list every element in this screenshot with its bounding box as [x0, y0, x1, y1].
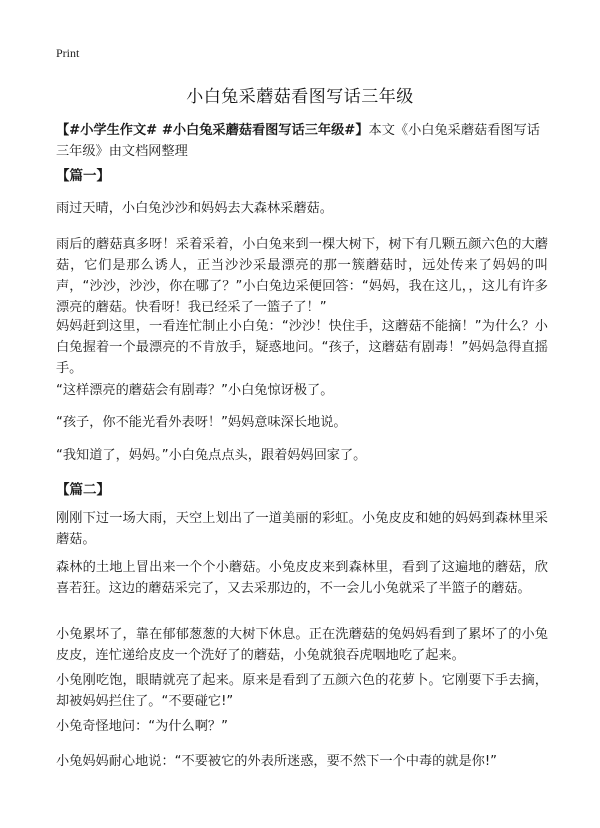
section-2-paragraph: 刚刚下过一场大雨，天空上划出了一道美丽的彩虹。小兔皮皮和她的妈妈到森林里采蘑菇。: [56, 511, 548, 547]
section-2-paragraph: 小兔累坏了，靠在郁郁葱葱的大树下休息。正在洗蘑菇的兔妈妈看到了累坏了的小兔皮皮，连忙递给皮皮一个洗好了的蘑菇，小兔就狼吞虎咽地吃了起来。: [56, 627, 548, 663]
section-1-paragraph: “孩子，你不能光看外表呀！”妈妈意味深长地说。: [56, 415, 347, 430]
intro-text: 本文《小白兔采蘑菇看图写话三年级》由文档网整理: [56, 123, 540, 159]
section-2-paragraph: 小兔刚吃饱，眼睛就亮了起来。原来是看到了五颜六色的花萝卜。它刚要下手去摘，却被妈妈拦住了。“不要碰它!”: [56, 673, 548, 709]
section-1-heading: 【篇一】: [56, 168, 110, 184]
section-2-paragraph: 小兔妈妈耐心地说：“不要被它的外表所迷惑，要不然下一个中毒的就是你!”: [56, 754, 497, 769]
section-2-paragraph: 森林的土地上冒出来一个个小蘑菇。小兔皮皮来到森林里，看到了这遍地的蘑菇，欣喜若狂。这边的蘑菇采完了，又去采那边的，不一会儿小兔就采了半篮子的蘑菇。: [56, 560, 548, 596]
section-1-paragraph: 雨过天晴，小白兔沙沙和妈妈去大森林采蘑菇。: [56, 201, 333, 216]
print-label[interactable]: Print: [56, 46, 80, 60]
section-2-paragraph: 小兔奇怪地问：“为什么啊？”: [56, 719, 228, 734]
section-2-heading: 【篇二】: [56, 482, 110, 498]
intro-tags: 【#小学生作文# #小白兔采蘑菇看图写话三年级#】: [56, 123, 369, 138]
section-1-paragraph: “这样漂亮的蘑菇会有剧毒？”小白兔惊讶极了。: [56, 383, 334, 398]
page-title: 小白兔采蘑菇看图写话三年级: [186, 87, 414, 107]
section-1-paragraph: 雨后的蘑菇真多呀！采着采着，小白兔来到一棵大树下，树下有几颗五颜六色的大蘑菇，它们是那么诱人，正当沙沙采最漂亮的那一簇蘑菇时，远处传来了妈妈的叫声，“沙沙，沙沙，你在哪了？”小白兔边采便回答：“妈妈，我在这儿，，这儿有许多漂亮的蘑菇。快看呀！我已经采了一篮子了！”: [56, 237, 548, 315]
intro-line: [56, 120, 552, 162]
section-1-paragraph: 妈妈赶到这里，一看连忙制止小白兔：“沙沙！快住手，这蘑菇不能摘！”为什么？小白兔握着一个最漂亮的不肯放手，疑惑地问。“孩子，这蘑菇有剧毒！”妈妈急得直摇手。: [56, 319, 548, 376]
section-1-paragraph: “我知道了，妈妈。”小白兔点点头，跟着妈妈回家了。: [56, 448, 367, 463]
